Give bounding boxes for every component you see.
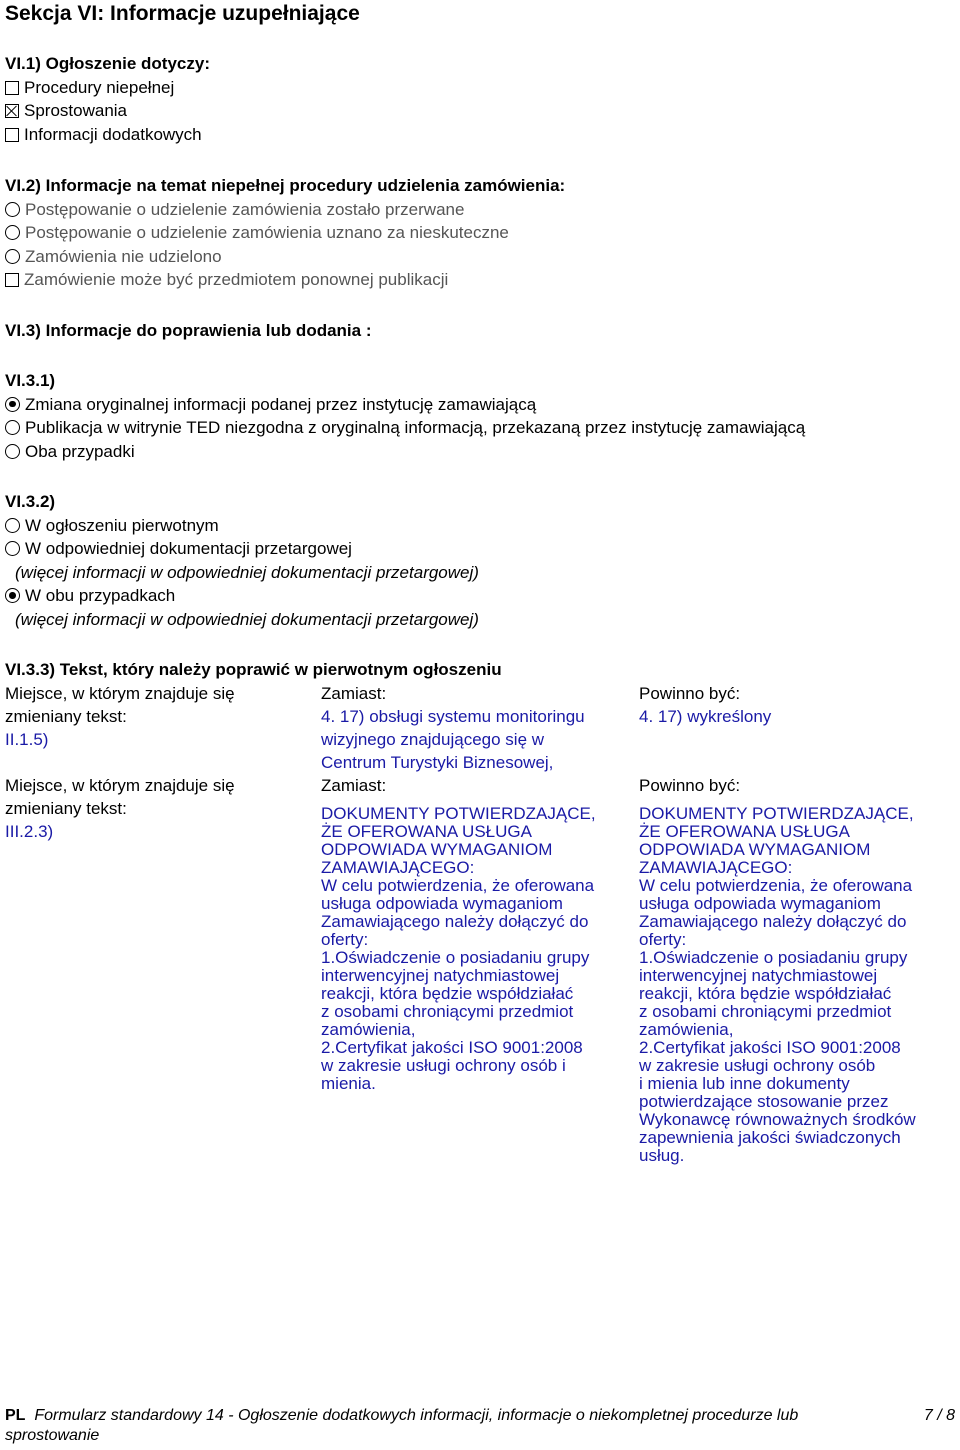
- vi3-heading: VI.3) Informacje do poprawienia lub dodania :: [5, 320, 372, 340]
- vi33-heading: VI.3.3) Tekst, który należy poprawić w pierwotnym ogłoszeniu: [5, 660, 502, 679]
- text-line: ZAMAWIAJĄCEGO:: [639, 857, 793, 877]
- vi2-option-przerwane[interactable]: Postępowanie o udzielenie zamówienia zostało przerwane: [5, 198, 955, 222]
- text-line: 4. 17) wykreślony: [639, 706, 772, 726]
- text-line: oferty:: [639, 929, 687, 949]
- text-line: 1.Oświadczenie o posiadaniu grupy: [321, 947, 590, 967]
- radio-selected-icon[interactable]: [5, 588, 20, 603]
- should-label: Powinno być:: [639, 683, 741, 703]
- text-line: usługa odpowiada wymaganiom: [639, 893, 881, 913]
- vi32-heading: VI.3.2): [5, 492, 56, 511]
- text-line: i mienia lub inne dokumenty: [639, 1073, 850, 1093]
- instead-cell: [321, 682, 639, 774]
- text-line: usługa odpowiada wymaganiom: [321, 893, 563, 913]
- checked-checkbox-icon[interactable]: [5, 104, 19, 118]
- radio-empty-icon[interactable]: [5, 225, 20, 240]
- instead-text: [321, 797, 639, 1093]
- text-line: ŻE OFEROWANA USŁUGA: [639, 821, 850, 841]
- should-cell: [639, 682, 955, 774]
- text-line: 2.Certyfikat jakości ISO 9001:2008: [321, 1037, 583, 1057]
- text-line: z osobami chroniącymi przedmiot: [321, 1001, 574, 1021]
- correction-row: [5, 774, 955, 1165]
- vi32-note-obu: (więcej informacji w odpowiedniej dokumentacji przetargowej): [15, 609, 479, 629]
- place-label: zmieniany tekst:: [5, 798, 127, 818]
- place-value: III.2.3): [5, 821, 54, 841]
- instead-label: Zamiast:: [321, 775, 387, 795]
- text-line: ZAMAWIAJĄCEGO:: [321, 857, 475, 877]
- text-line: w zakresie usługi ochrony osób: [639, 1055, 876, 1075]
- text-line: interwencyjnej natychmiastowej: [321, 965, 560, 985]
- instead-cell: [321, 774, 639, 1165]
- radio-empty-icon[interactable]: [5, 444, 20, 459]
- text-line: 2.Certyfikat jakości ISO 9001:2008: [639, 1037, 901, 1057]
- text-line: w zakresie usługi ochrony osób i: [321, 1055, 566, 1075]
- footer-page-number: 7 / 8: [923, 1407, 955, 1424]
- text-line: 1.Oświadczenie o posiadaniu grupy: [639, 947, 908, 967]
- radio-empty-icon[interactable]: [5, 518, 20, 533]
- vi1-option-procedury[interactable]: Procedury niepełnej: [5, 76, 955, 100]
- vi32-note-dokumentacji: (więcej informacji w odpowiedniej dokumentacji przetargowej): [15, 562, 479, 582]
- page-footer: [5, 1406, 955, 1446]
- section-title: Sekcja VI: Informacje uzupełniające: [5, 2, 360, 25]
- vi2-option-nie-udzielono[interactable]: Zamówienia nie udzielono: [5, 245, 955, 269]
- vi2-option-nieskuteczne[interactable]: Postępowanie o udzielenie zamówienia uznano za nieskuteczne: [5, 221, 955, 245]
- place-cell: [5, 774, 321, 1165]
- footer-form-name-cont: sprostowanie: [5, 1427, 100, 1444]
- text-line: mienia.: [321, 1073, 376, 1093]
- text-line: z osobami chroniącymi przedmiot: [639, 1001, 892, 1021]
- text-line: potwierdzające stosowanie przez: [639, 1091, 889, 1111]
- place-cell: [5, 682, 321, 774]
- radio-empty-icon[interactable]: [5, 541, 20, 556]
- place-label: Miejsce, w którym znajduje się: [5, 683, 235, 703]
- text-line: ŻE OFEROWANA USŁUGA: [321, 821, 532, 841]
- vi1-option-sprostowania[interactable]: Sprostowania: [5, 99, 955, 123]
- instead-text: [321, 705, 639, 774]
- text-line: Wykonawcę równoważnych środków: [639, 1109, 916, 1129]
- text-line: interwencyjnej natychmiastowej: [639, 965, 878, 985]
- vi2-heading: VI.2) Informacje na temat niepełnej procedury udzielenia zamówienia:: [5, 176, 566, 195]
- vi1-option-informacji[interactable]: Informacji dodatkowych: [5, 123, 955, 147]
- vi32-option-pierwotnym[interactable]: W ogłoszeniu pierwotnym: [5, 514, 955, 538]
- should-cell: [639, 774, 955, 1165]
- text-line: wizyjnego znajdującego się w: [321, 729, 545, 749]
- text-line: DOKUMENTY POTWIERDZAJĄCE,: [321, 803, 596, 823]
- document-page: [5, 0, 955, 1165]
- vi31-heading: VI.3.1): [5, 371, 56, 390]
- correction-row: [5, 682, 955, 774]
- correction-table: [5, 682, 955, 1165]
- vi32-option-obu[interactable]: W obu przypadkach: [5, 584, 955, 608]
- text-line: Centrum Turystyki Biznesowej,: [321, 752, 554, 772]
- place-value: II.1.5): [5, 729, 49, 749]
- place-label: zmieniany tekst:: [5, 706, 127, 726]
- should-text: [639, 797, 955, 1165]
- instead-label: Zamiast:: [321, 683, 387, 703]
- radio-empty-icon[interactable]: [5, 249, 20, 264]
- radio-empty-icon[interactable]: [5, 420, 20, 435]
- text-line: reakcji, która będzie współdziałać: [639, 983, 892, 1003]
- vi31-option-ted[interactable]: Publikacja w witrynie TED niezgodna z oryginalną informacją, przekazaną przez instytucję zamawiającą: [5, 416, 955, 440]
- unchecked-checkbox-icon[interactable]: [5, 128, 19, 142]
- text-line: zamówienia,: [639, 1019, 734, 1039]
- radio-selected-icon[interactable]: [5, 397, 20, 412]
- vi32-option-dokumentacji[interactable]: W odpowiedniej dokumentacji przetargowej: [5, 537, 955, 561]
- text-line: W celu potwierdzenia, że oferowana: [639, 875, 913, 895]
- text-line: Zamawiającego należy dołączyć do: [321, 911, 589, 931]
- footer-form-name: Formularz standardowy 14 - Ogłoszenie dodatkowych informacji, informacje o niekompletnej procedurze lub: [34, 1407, 799, 1424]
- radio-empty-icon[interactable]: [5, 202, 20, 217]
- vi1-heading: VI.1) Ogłoszenie dotyczy:: [5, 54, 210, 73]
- text-line: Zamawiającego należy dołączyć do: [639, 911, 907, 931]
- text-line: zamówienia,: [321, 1019, 416, 1039]
- text-line: oferty:: [321, 929, 369, 949]
- unchecked-checkbox-icon[interactable]: [5, 81, 19, 95]
- text-line: ODPOWIADA WYMAGANIOM: [321, 839, 553, 859]
- should-text: [639, 705, 955, 728]
- vi31-option-zmiana[interactable]: Zmiana oryginalnej informacji podanej przez instytucję zamawiającą: [5, 393, 955, 417]
- text-line: DOKUMENTY POTWIERDZAJĄCE,: [639, 803, 914, 823]
- vi31-option-oba[interactable]: Oba przypadki: [5, 440, 955, 464]
- footer-lang: PL: [5, 1407, 26, 1424]
- vi2-checkbox-ponownej-publikacji[interactable]: Zamówienie może być przedmiotem ponownej publikacji: [5, 268, 955, 292]
- text-line: usług.: [639, 1145, 685, 1165]
- should-label: Powinno być:: [639, 775, 741, 795]
- text-line: reakcji, która będzie współdziałać: [321, 983, 574, 1003]
- text-line: zapewnienia jakości świadczonych: [639, 1127, 901, 1147]
- text-line: 4. 17) obsługi systemu monitoringu: [321, 706, 585, 726]
- text-line: ODPOWIADA WYMAGANIOM: [639, 839, 871, 859]
- text-line: W celu potwierdzenia, że oferowana: [321, 875, 595, 895]
- unchecked-checkbox-icon[interactable]: [5, 273, 19, 287]
- place-label: Miejsce, w którym znajduje się: [5, 775, 235, 795]
